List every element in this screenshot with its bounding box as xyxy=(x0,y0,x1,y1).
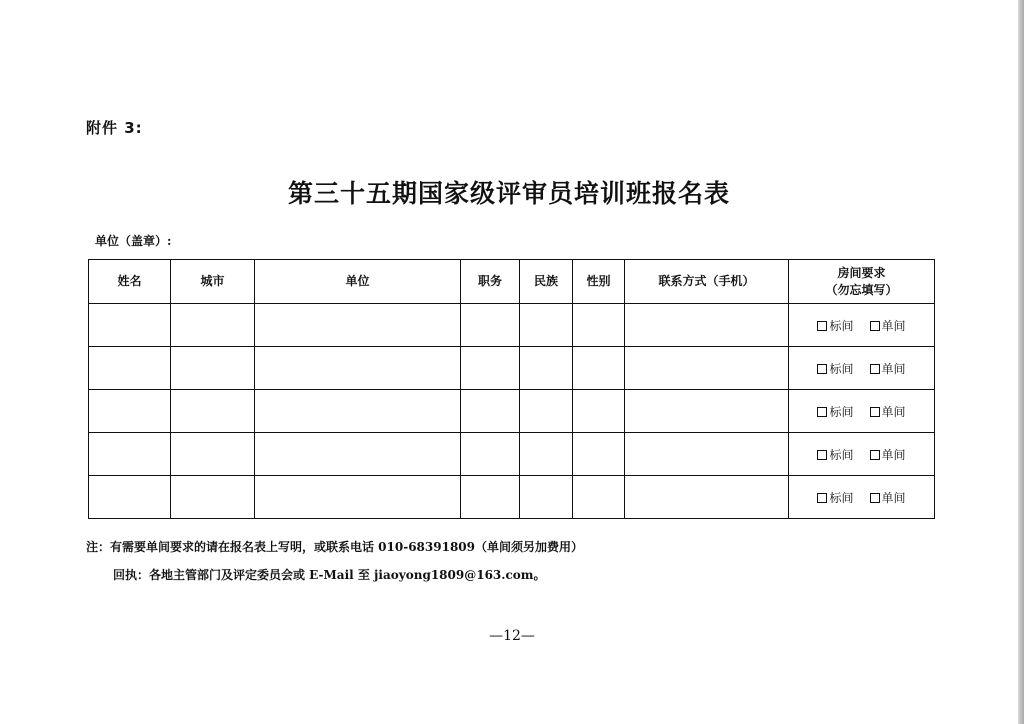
contact-cell[interactable] xyxy=(625,347,789,390)
room-option-label: 单间 xyxy=(881,490,906,505)
room-header-line2: （勿忘填写） xyxy=(825,282,898,297)
unit-cell[interactable] xyxy=(255,476,461,519)
city-cell[interactable] xyxy=(171,390,255,433)
room-header-line1: 房间要求 xyxy=(837,265,886,280)
unit-seal-label: 单位（盖章）: xyxy=(95,234,172,248)
room-option-label: 标间 xyxy=(829,361,854,376)
single-room-option[interactable] xyxy=(870,317,906,334)
room-option-label: 单间 xyxy=(881,447,906,462)
unit-cell[interactable] xyxy=(255,433,461,476)
contact-cell[interactable] xyxy=(625,476,789,519)
checkbox-icon[interactable] xyxy=(870,450,880,460)
checkbox-icon[interactable] xyxy=(817,321,827,331)
room-option-label: 标间 xyxy=(829,404,854,419)
header-name: 姓名 xyxy=(89,260,171,304)
checkbox-icon[interactable] xyxy=(870,493,880,503)
table-header-row xyxy=(89,260,935,304)
checkbox-icon[interactable] xyxy=(870,407,880,417)
header-position: 职务 xyxy=(461,260,520,304)
attachment-label: 附件 3: xyxy=(86,119,143,137)
receipt-text: 回执：各地主管部门及评定委员会或 E-Mail 至 jiaoyong1809@163.com。 xyxy=(113,568,546,582)
standard-room-option[interactable] xyxy=(817,360,853,377)
room-option-label: 标间 xyxy=(829,318,854,333)
standard-room-option[interactable] xyxy=(817,489,853,506)
header-gender: 性别 xyxy=(573,260,625,304)
checkbox-icon[interactable] xyxy=(817,364,827,374)
room-option-label: 单间 xyxy=(881,318,906,333)
unit-cell[interactable] xyxy=(255,347,461,390)
table-row xyxy=(89,476,935,519)
room-requirement-cell xyxy=(789,433,935,476)
ethnicity-cell[interactable] xyxy=(520,433,573,476)
gender-cell[interactable] xyxy=(573,433,625,476)
position-cell[interactable] xyxy=(461,304,520,347)
unit-cell[interactable] xyxy=(255,304,461,347)
room-option-label: 单间 xyxy=(881,361,906,376)
checkbox-icon[interactable] xyxy=(817,450,827,460)
checkbox-icon[interactable] xyxy=(817,493,827,503)
single-room-option[interactable] xyxy=(870,403,906,420)
checkbox-icon[interactable] xyxy=(870,321,880,331)
city-cell[interactable] xyxy=(171,476,255,519)
checkbox-icon[interactable] xyxy=(870,364,880,374)
contact-cell[interactable] xyxy=(625,433,789,476)
single-room-option[interactable] xyxy=(870,446,906,463)
single-room-option[interactable] xyxy=(870,360,906,377)
room-requirement-cell xyxy=(789,390,935,433)
gender-cell[interactable] xyxy=(573,304,625,347)
standard-room-option[interactable] xyxy=(817,446,853,463)
position-cell[interactable] xyxy=(461,390,520,433)
room-option-label: 标间 xyxy=(829,447,854,462)
table-row xyxy=(89,390,935,433)
table-body xyxy=(89,304,935,519)
ethnicity-cell[interactable] xyxy=(520,347,573,390)
contact-cell[interactable] xyxy=(625,304,789,347)
registration-form-table xyxy=(88,259,935,519)
city-cell[interactable] xyxy=(171,304,255,347)
name-cell[interactable] xyxy=(89,390,171,433)
table-row xyxy=(89,347,935,390)
name-cell[interactable] xyxy=(89,304,171,347)
room-requirement-cell xyxy=(789,304,935,347)
gender-cell[interactable] xyxy=(573,476,625,519)
contact-cell[interactable] xyxy=(625,390,789,433)
document-title: 第三十五期国家级评审员培训班报名表 xyxy=(287,179,730,208)
room-option-label: 单间 xyxy=(881,404,906,419)
page-number: —12— xyxy=(489,628,535,644)
table-row xyxy=(89,304,935,347)
header-unit: 单位 xyxy=(255,260,461,304)
standard-room-option[interactable] xyxy=(817,403,853,420)
city-cell[interactable] xyxy=(171,347,255,390)
table-row xyxy=(89,433,935,476)
single-room-option[interactable] xyxy=(870,489,906,506)
position-cell[interactable] xyxy=(461,476,520,519)
header-city: 城市 xyxy=(171,260,255,304)
room-option-label: 标间 xyxy=(829,490,854,505)
header-ethnicity: 民族 xyxy=(520,260,573,304)
room-requirement-cell xyxy=(789,476,935,519)
position-cell[interactable] xyxy=(461,433,520,476)
ethnicity-cell[interactable] xyxy=(520,304,573,347)
header-room-requirement xyxy=(789,260,935,304)
name-cell[interactable] xyxy=(89,347,171,390)
page-edge-shadow xyxy=(1018,0,1024,724)
ethnicity-cell[interactable] xyxy=(520,476,573,519)
position-cell[interactable] xyxy=(461,347,520,390)
name-cell[interactable] xyxy=(89,433,171,476)
room-requirement-cell xyxy=(789,347,935,390)
gender-cell[interactable] xyxy=(573,390,625,433)
checkbox-icon[interactable] xyxy=(817,407,827,417)
name-cell[interactable] xyxy=(89,476,171,519)
city-cell[interactable] xyxy=(171,433,255,476)
unit-cell[interactable] xyxy=(255,390,461,433)
header-contact: 联系方式（手机） xyxy=(625,260,789,304)
gender-cell[interactable] xyxy=(573,347,625,390)
ethnicity-cell[interactable] xyxy=(520,390,573,433)
standard-room-option[interactable] xyxy=(817,317,853,334)
note-text: 注：有需要单间要求的请在报名表上写明，或联系电话 010-68391809（单间须另加费用） xyxy=(86,540,584,554)
